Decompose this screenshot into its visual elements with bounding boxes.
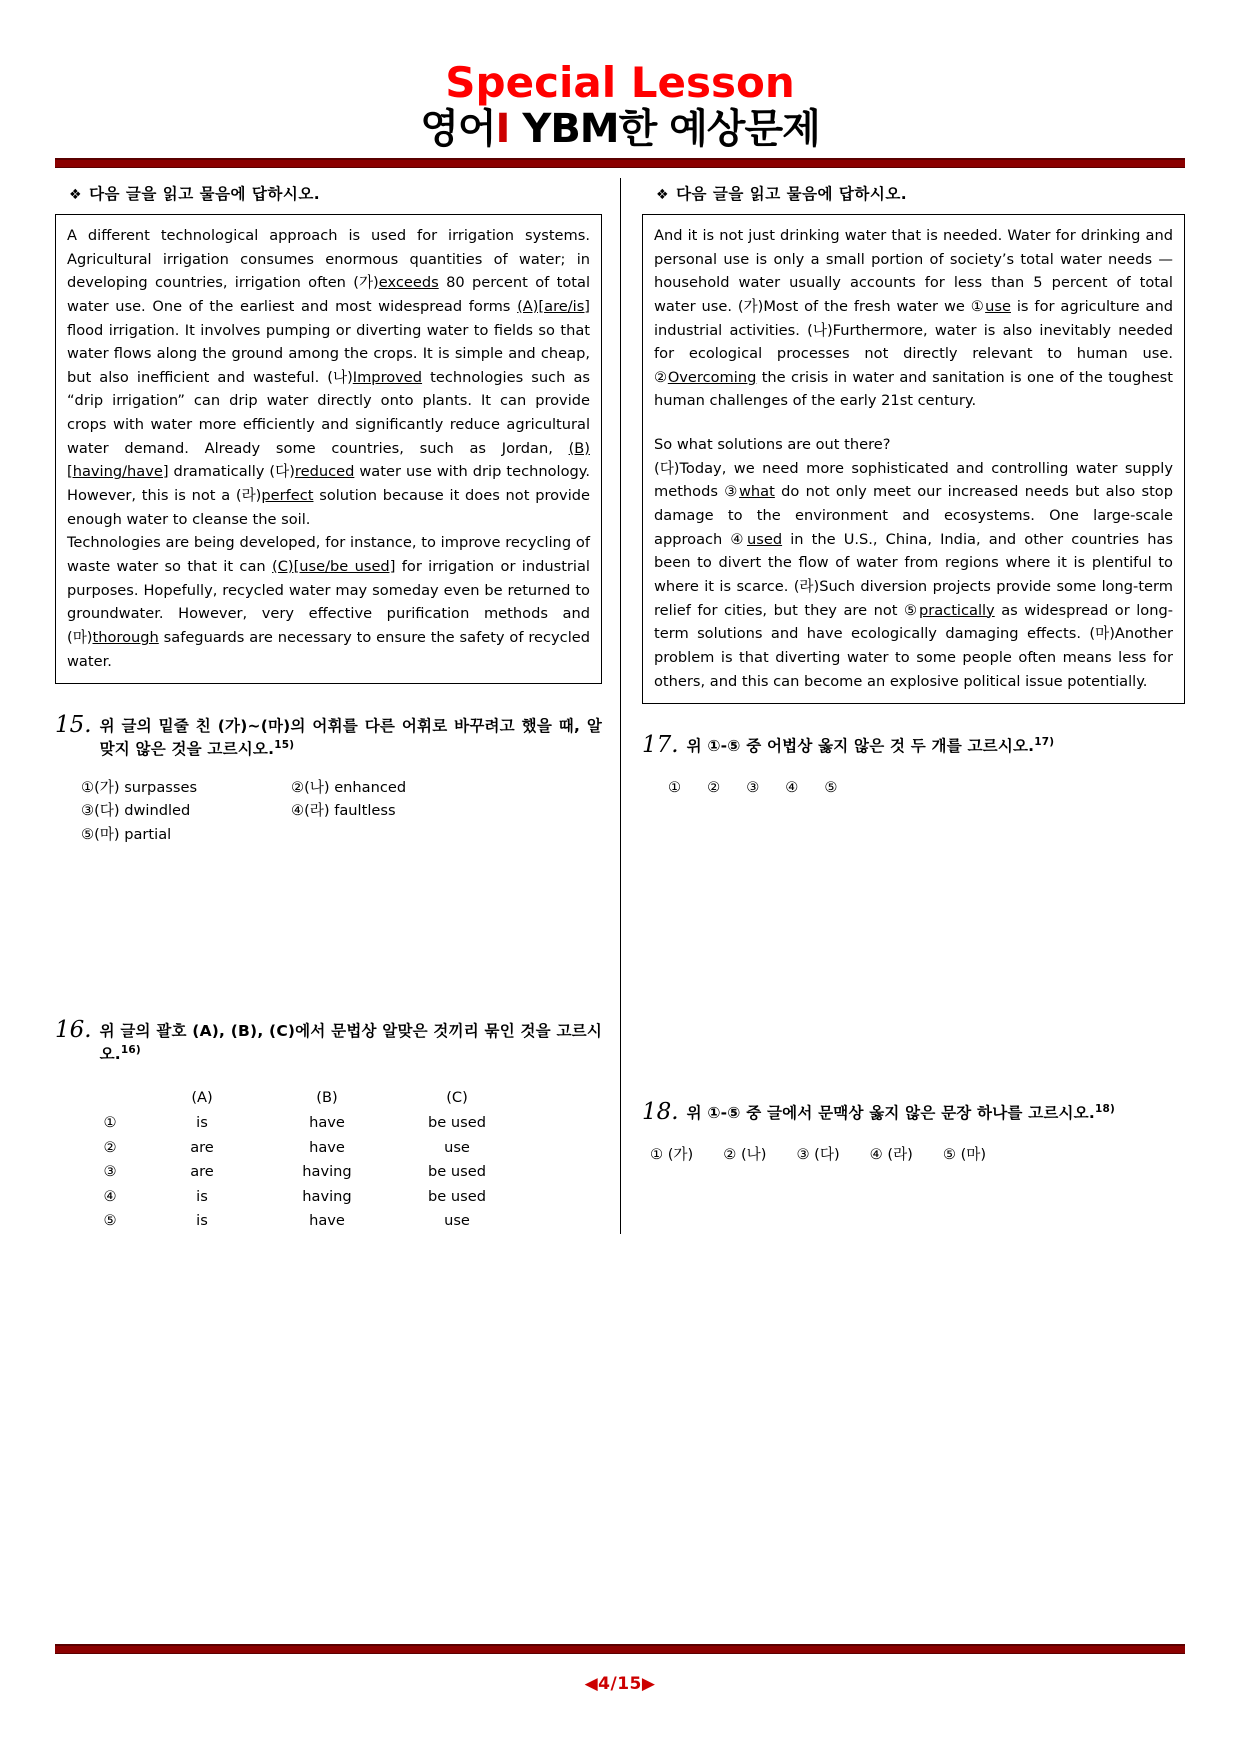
choice-option[interactable]: ③ xyxy=(746,778,760,796)
table-cell-c: be used xyxy=(428,1163,486,1181)
table-row[interactable] xyxy=(77,1185,521,1210)
choice-option[interactable]: ② xyxy=(707,778,721,796)
question-18-prompt: 위 ①-⑤ 중 글에서 문맥상 옳지 않은 문장 하나를 고르시오. xyxy=(686,1104,1095,1123)
diamond-bullet-icon: ❖ xyxy=(656,187,670,203)
title-korean-mark: I xyxy=(495,106,510,152)
underline-blank-c: (C)[use/be used] xyxy=(272,557,396,575)
text-run: And it is not just drinking water that is needed. Water for drinking and personal use is only a small portion of society’s total water needs — household water usually accounts for less than 5 percent of total water use. (가)Most of the fresh water we ① xyxy=(654,227,1173,315)
table-row[interactable] xyxy=(77,1136,521,1161)
table-cell-index: ① xyxy=(103,1114,117,1132)
content-columns xyxy=(55,168,1185,1234)
underline-practically: practically xyxy=(918,601,995,619)
table-cell-a: are xyxy=(190,1138,214,1156)
question-18-heading xyxy=(642,1099,1185,1127)
table-cell-b: having xyxy=(302,1163,352,1181)
text-run: in the U.S., China, India, and other countries has been to divert the flow of water from regions where it is plentiful to where it is scarce. (라)Such diversion projects provide some long-term relief for cities, but they are not ⑤ xyxy=(654,530,1173,619)
table-cell-index: ③ xyxy=(103,1163,117,1181)
text-run: water use with drip technology. However, this is not a (라) xyxy=(67,463,590,505)
question-17-prompt: 위 ①-⑤ 중 어법상 옳지 않은 것 두 개를 고르시오. xyxy=(686,737,1035,756)
choice-option[interactable]: ⑤(마) partial xyxy=(81,826,172,844)
text-run: as widespread or long-term solutions and have ecologically damaging effects. (마)Another problem is that diverting water to some people often means less for others, and this can become an explosive political issue potentially. xyxy=(654,601,1173,690)
text-run: flood irrigation. It involves pumping or diverting water to fields so that water flows along the ground among the crops. It is simple and cheap, but also inefficient and wasteful. (나) xyxy=(67,321,590,386)
table-cell-c: be used xyxy=(428,1187,486,1205)
underline-thorough: thorough xyxy=(92,628,159,646)
underline-use: use xyxy=(985,297,1011,315)
text-run: (다)Today, we need more sophisticated and controlling water supply methods ③ xyxy=(654,459,1173,501)
table-cell-c: use xyxy=(444,1138,470,1156)
table-row[interactable] xyxy=(77,1209,521,1234)
left-passage-paragraph-2 xyxy=(67,531,590,673)
question-15-number: 15. xyxy=(55,712,92,739)
table-cell-index: ④ xyxy=(103,1187,117,1205)
question-18-choices xyxy=(650,1143,1185,1166)
table-cell-c: be used xyxy=(428,1114,486,1132)
question-17-text xyxy=(687,732,1055,758)
choice-option[interactable]: ① (가) xyxy=(650,1145,694,1163)
paragraph-spacer xyxy=(654,413,1173,433)
table-header-cell: (A) xyxy=(191,1089,213,1107)
title-korean xyxy=(0,108,1240,150)
table-cell-c: use xyxy=(444,1212,470,1230)
right-passage-paragraph-2: So what solutions are out there? xyxy=(654,436,891,454)
underline-reduced: reduced xyxy=(294,463,355,481)
table-cell-index: ② xyxy=(103,1138,117,1156)
question-17-number: 17. xyxy=(642,732,679,759)
question-18-text xyxy=(687,1099,1115,1125)
column-divider xyxy=(620,178,621,1234)
text-run: dramatically (다) xyxy=(168,463,295,481)
text-run: Technologies are being developed, for instance, to improve recycling of waste water so that it can xyxy=(67,534,590,575)
question-15-footnote: 15) xyxy=(274,739,295,752)
question-16-footnote: 16) xyxy=(120,1044,141,1056)
question-17-heading xyxy=(642,732,1185,760)
question-16-prompt: 위 글의 괄호 (A), (B), (C)에서 문법상 알맞은 것끼리 묶인 것을 고르시오. xyxy=(99,1021,602,1064)
underline-what: what xyxy=(739,483,775,501)
question-18 xyxy=(642,1099,1185,1166)
text-run: technologies such as “drip irrigation” can drip water directly onto plants. It can provide crops with water more efficiently and significantly reduce agricultural water demand. Already some countries, such as Jordan, xyxy=(67,368,590,457)
text-run: for irrigation or industrial purposes. Hopefully, recycled water may someday even be returned to groundwater. However, very effective purification methods and (마) xyxy=(67,557,590,646)
question-18-footnote: 18) xyxy=(1094,1103,1115,1116)
table-cell-a: are xyxy=(190,1163,214,1181)
question-18-number: 18. xyxy=(642,1099,679,1126)
choice-option[interactable]: ②(나) enhanced xyxy=(291,778,407,796)
left-direction-text: 다음 글을 읽고 물음에 답하시오. xyxy=(89,185,321,203)
text-run: the crisis in water and sanitation is one of the toughest human challenges of the early 21st century. xyxy=(654,368,1173,410)
question-17-choices xyxy=(668,776,1185,799)
choice-option[interactable]: ⑤ (마) xyxy=(942,1145,987,1163)
left-passage-box xyxy=(55,214,602,684)
table-cell-a: is xyxy=(196,1212,208,1230)
right-direction-text: 다음 글을 읽고 물음에 답하시오. xyxy=(676,185,908,203)
question-17 xyxy=(642,732,1185,799)
right-passage-paragraph-1 xyxy=(654,224,1173,413)
underline-improved: Improved xyxy=(352,368,423,386)
underline-blank-b: (B)[having/have] xyxy=(67,439,590,481)
title-korean-post: YBM한 예상문제 xyxy=(509,106,820,152)
question-15-prompt: 위 글의 밑줄 친 (가)~(마)의 어휘를 다른 어휘로 바꾸려고 했을 때, 알맞지 않은 것을 고르시오. xyxy=(99,717,602,759)
right-column xyxy=(620,182,1185,1234)
header-divider-rule xyxy=(55,158,1185,168)
left-column xyxy=(55,182,620,1234)
underline-used: used xyxy=(746,530,783,548)
title-korean-pre: 영어 xyxy=(420,106,496,152)
table-cell-b: have xyxy=(309,1138,345,1156)
question-16-heading xyxy=(55,1017,602,1067)
title-english: Special Lesson xyxy=(445,58,795,107)
choice-option[interactable]: ⑤ xyxy=(824,778,838,796)
page-header xyxy=(0,0,1240,150)
text-run: safeguards are necessary to ensure the safety of recycled water. xyxy=(67,628,590,670)
choice-option[interactable]: ④ xyxy=(785,778,799,796)
left-direction-line xyxy=(69,182,602,204)
table-cell-a: is xyxy=(196,1114,208,1132)
question-16-text xyxy=(100,1017,602,1067)
choice-option[interactable]: ③(다) dwindled xyxy=(81,802,191,820)
right-passage-paragraph-3 xyxy=(654,457,1173,693)
table-cell-b: have xyxy=(309,1114,345,1132)
choice-option[interactable]: ④ (라) xyxy=(869,1145,913,1163)
table-row[interactable] xyxy=(77,1160,521,1185)
question-16-answer-table xyxy=(77,1086,521,1234)
diamond-bullet-icon: ❖ xyxy=(69,187,83,203)
table-header-cell: (B) xyxy=(316,1089,338,1107)
question-16 xyxy=(55,1017,602,1234)
right-direction-line xyxy=(656,182,1185,204)
choice-option[interactable]: ①(가) surpasses xyxy=(81,778,198,796)
table-cell-b: have xyxy=(309,1212,345,1230)
choice-option[interactable]: ④(라) faultless xyxy=(291,802,396,820)
table-row[interactable] xyxy=(77,1111,521,1136)
page-number-indicator: ◀4/15▶ xyxy=(584,1674,656,1694)
question-15 xyxy=(55,712,602,847)
table-cell-a: is xyxy=(196,1187,208,1205)
underline-blank-a: (A)[are/is] xyxy=(517,297,590,315)
text-run: do not only meet our increased needs but also stop damage to the environment and ecosystems. One large-scale approach ④ xyxy=(654,483,1173,548)
question-15-text xyxy=(100,712,602,762)
text-run: is for agriculture and industrial activities. (나)Furthermore, water is also inevitably needed for ecological processes not directly relevant to human use. ② xyxy=(654,297,1173,386)
text-run: 80 percent of total water use. One of the earliest and most widespread forms xyxy=(67,274,590,315)
question-17-footnote: 17) xyxy=(1034,736,1055,749)
table-header-cell: (C) xyxy=(446,1089,468,1107)
choice-option[interactable]: ① xyxy=(668,778,682,796)
right-passage-box xyxy=(642,214,1185,704)
choice-option[interactable]: ② (나) xyxy=(723,1145,767,1163)
left-passage-paragraph-1 xyxy=(67,224,590,531)
choice-option[interactable]: ③ (다) xyxy=(796,1145,840,1163)
footer-divider-rule xyxy=(55,1644,1185,1654)
question-15-choices xyxy=(81,776,602,847)
table-header-cell xyxy=(77,1086,143,1111)
question-15-heading xyxy=(55,712,602,762)
text-run: solution because it does not provide enough water to cleanse the soil. xyxy=(67,487,590,528)
table-cell-index: ⑤ xyxy=(103,1212,117,1230)
question-16-number: 16. xyxy=(55,1016,92,1043)
text-run: A different technological approach is used for irrigation systems. Agricultural irrigation consumes enormous quantities of water; in developing countries, irrigation often (가) xyxy=(67,227,590,292)
underline-perfect: perfect xyxy=(261,487,314,505)
underline-exceeds: exceeds xyxy=(378,274,439,292)
table-header-row xyxy=(77,1086,521,1111)
table-cell-b: having xyxy=(302,1187,352,1205)
underline-overcoming: Overcoming xyxy=(667,368,757,386)
